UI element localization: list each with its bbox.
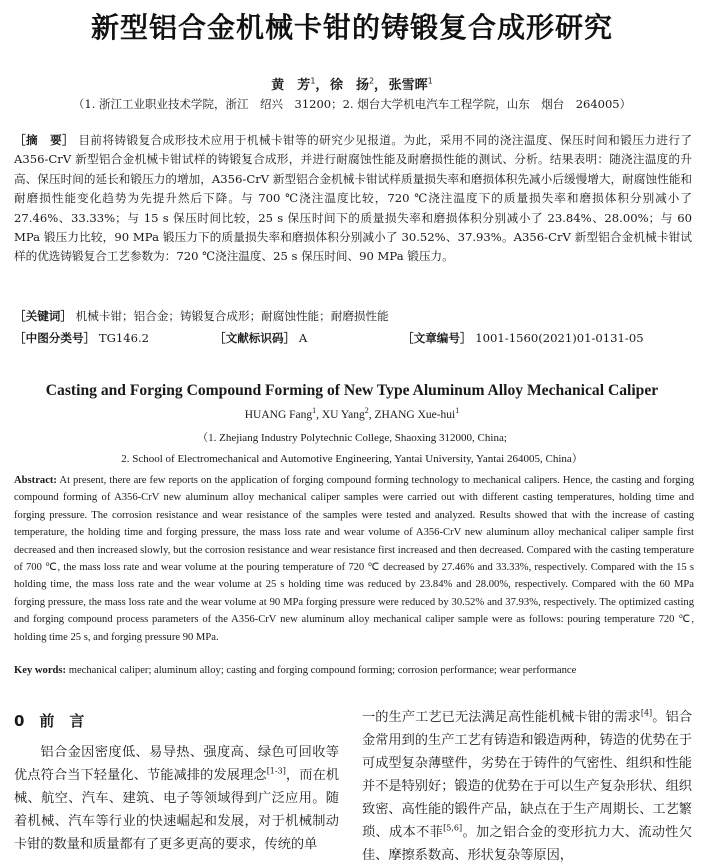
keywords-en-text: mechanical caliper; aluminum alloy; casting and forging compound forming; corrosion performance; wear performance	[66, 665, 577, 676]
author-name: 徐 扬	[329, 78, 369, 93]
keywords-en-label: Key words:	[14, 665, 67, 676]
author-name-en: ZHANG Xue-hui	[374, 408, 456, 421]
body-paragraph: 一的生产工艺已无法满足高性能机械卡钳的需求[4]。铝合金常用到的生产工艺有铸造和锻造两种，铸造的优势在于可成型复杂薄壁件，劣势在于铸件的气密性、组织和性能并不是特别好；锻造的优势在于可以生产复杂形状、组织致密、高性能的锻件产品，缺点在于生产周期长、工艺繁琐、成本不菲[5,6]。加之铝合金的变形抗力大、流动性欠佳、摩擦系数高、形状复杂等原因，	[362, 708, 693, 863]
affiliation-cn: （1. 浙江工业职业技术学院，浙江 绍兴 31200；2. 烟台大学机电汽车工程学院，山东 烟台 264005）	[72, 97, 632, 111]
section-heading: 0 前 言	[14, 712, 85, 730]
affiliation-en-2: 2. School of Electromechanical and Automotive Engineering, Yantai University, Yantai 264005, China）	[121, 453, 583, 465]
author-name: 黄 芳	[271, 78, 311, 93]
body-column-right	[362, 706, 692, 867]
author-name: 张雪晖	[388, 78, 428, 93]
paper-title-en: Casting and Forging Compound Forming of New Type Aluminum Alloy Mechanical Caliper	[45, 382, 659, 399]
keywords-cn-text: 机械卡钳；铝合金；铸锻复合成形；耐腐蚀性能；耐磨损性能	[75, 309, 389, 323]
abstract-en-text: At present, there are few reports on the application of forging compound forming technology to mechanical calipers. Hence, the casting and forging compound forming of A356-CrV new aluminum alloy mechanical caliper samples were carried out with different casting temperatures, holding time and forging pressure. The corrosion resistance and wear resistance of the samples were tested and analyzed. Results showed that with the increase of casting temperature, the holding time and forging pressure, the mass loss rate and wear volume of A356-CrV new aluminum alloy mechanical caliper sample first decreased and then increased slowly, but the corrosion resistance and wear resistance first increased and then decreased. Compared with the casting temperature of 700 ℃, the mass loss rate and wear volume at the pouring temperature of 720 ℃ decreased by 27.46% and 33.33%, respectively. Compared with the 15 s holding time, the mass loss rate and the wear volume at 25 s holding time was reduced by 23.84% and 28.00%, respectively. Compared with the 60 MPa forging pressure, the mass loss rate and the wear volume at 90 MPa forging pressure were reduced by 30.52% and 37.93%, respectively. The optimized casting and forging compound process parameters of the A356-CrV new aluminum alloy mechanical caliper sample were as follows: pouring temperature 720 ℃, holding time 25 s, and forging pressure 90 MPa.	[14, 475, 694, 643]
clc-label: ［中图分类号］	[14, 331, 96, 345]
classification-line	[14, 330, 692, 346]
author-affil-mark: 1	[427, 76, 433, 86]
citation: [4]	[640, 708, 653, 718]
article-no-value: 1001-1560(2021)01-0131-05	[475, 331, 644, 345]
paper-title-cn: 新型铝合金机械卡钳的铸锻复合成形研究	[90, 11, 613, 44]
author-affil-mark: 1	[310, 76, 316, 86]
author-name-en: HUANG Fang	[244, 408, 313, 421]
abstract-en-label: Abstract:	[14, 475, 57, 486]
doc-code-value: A	[298, 331, 308, 345]
article-no-label: ［文章编号］	[402, 331, 472, 345]
citation: [5,6]	[443, 823, 463, 833]
abstract-cn-text: 目前将铸锻复合成形技术应用于机械卡钳等的研究少见报道。为此，采用不同的浇注温度、保压时间和锻压力进行了 A356-CrV 新型铝合金机械卡钳试样的铸锻复合成形，并进行耐腐蚀性能及耐磨损性能的测试、分析。结果表明：随浇注温度的升高、保压时间的延长和锻压力的增加，A356-CrV 新型铝合金机械卡钳试样质量损失率和磨损体积先减小后缓慢增大，耐腐蚀性能和耐磨损性能变化趋势为先提升然后下降。与 700 ℃浇注温度比较，720 ℃浇注温度下的质量损失率和磨损体积分别减小了 27.46%、33.33%；与 15 s 保压时间比较，25 s 保压时间下的质量损失率和磨损体积分别减小了 23.84%、28.00%；与 60 MPa 锻压力比较，90 MPa 锻压力下的质量损失率和磨损体积分别减小了 30.52%、37.93%。A356-CrV 新型铝合金机械卡钳试样的优选铸锻复合工艺参数为：720 ℃浇注温度、25 s 保压时间、90 MPa 锻压力。	[14, 133, 692, 264]
author-affil-mark: 2	[368, 76, 375, 86]
clc-value: TG146.2	[98, 331, 150, 345]
body-column-left	[14, 706, 339, 856]
body-paragraph: 铝合金因密度低、易导热、强度高、绿色可回收等优点符合当下轻量化、节能减排的发展理念[1-3]，而在机械、航空、汽车、建筑、电子等领域得到广泛应用。随着机械、汽车等行业的快速崛起和发展，对于机械制动卡钳的数量和质量都有了更多更高的要求，传统的单	[14, 745, 340, 852]
doc-code-label: ［文献标识码］	[214, 331, 296, 345]
keywords-en	[14, 665, 694, 676]
keywords-cn-label: ［关键词］	[14, 309, 72, 323]
author-affil-mark: 2	[364, 406, 369, 415]
keywords-cn	[14, 307, 692, 326]
abstract-cn	[14, 131, 692, 267]
authors-en: HUANG Fang$^1$, XU Yang$^2$, ZHANG Xue-hui$^1$	[244, 406, 460, 421]
author-affil-mark: 1	[455, 406, 460, 415]
abstract-en	[14, 472, 694, 646]
citation: [1-3]	[266, 766, 286, 776]
author-affil-mark: 1	[312, 406, 317, 415]
abstract-cn-label: ［摘 要］	[14, 133, 75, 147]
author-name-en: XU Yang	[321, 408, 365, 421]
authors-cn: 黄 芳$^1$， 徐 扬$^2$， 张雪晖$^1$	[271, 76, 433, 93]
affiliation-en-1: （1. Zhejiang Industry Polytechnic College, Shaoxing 312000, China;	[197, 432, 507, 444]
